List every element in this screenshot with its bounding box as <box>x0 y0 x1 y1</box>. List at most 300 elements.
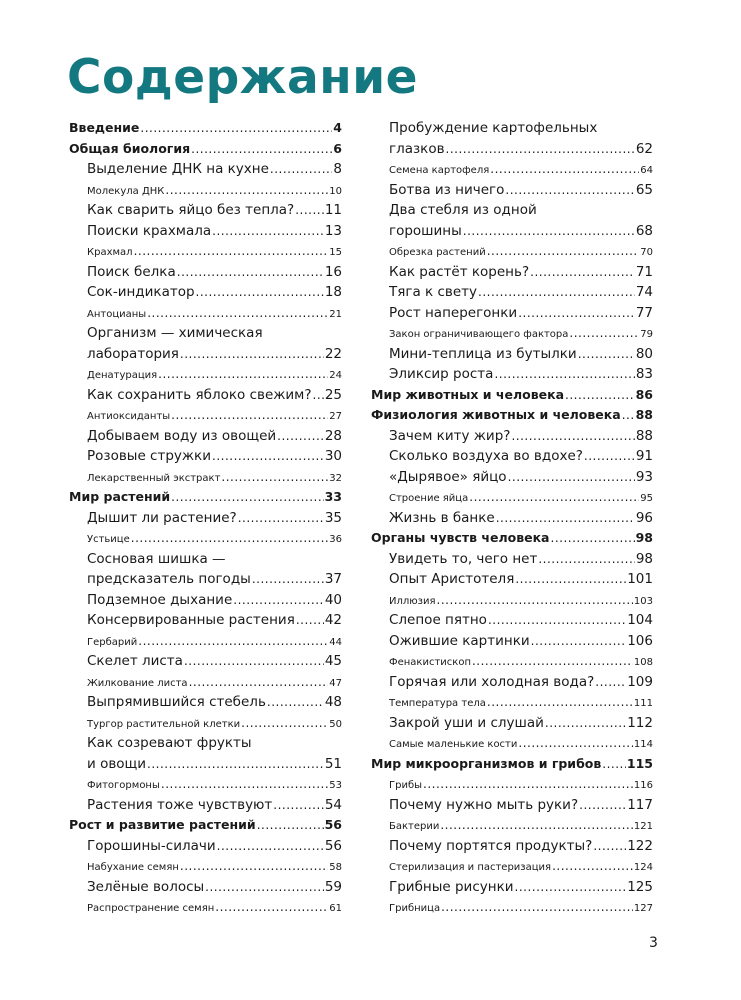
toc-dot-leader <box>423 774 633 797</box>
toc-entry-page: 56 <box>324 817 342 832</box>
toc-entry <box>69 323 342 364</box>
toc-dot-leader <box>212 446 324 467</box>
toc-entry-page: 27 <box>329 411 342 422</box>
toc-entry-page: 104 <box>627 612 653 628</box>
toc-entry-title: Антоцианы <box>87 308 147 320</box>
toc-dot-leader <box>579 795 626 816</box>
toc-dot-leader <box>508 467 635 488</box>
toc-entry-title: горошины <box>389 222 462 239</box>
toc-entry <box>69 118 342 139</box>
toc-dot-leader <box>270 159 332 180</box>
toc-entry-page: 112 <box>627 714 653 731</box>
toc-dot-leader <box>531 631 627 652</box>
toc-entry-page: 77 <box>635 304 653 321</box>
toc-entry-title: Растения тоже чувствуют <box>87 796 273 813</box>
toc-entry-title: Крахмал <box>87 247 133 258</box>
toc-entry-page: 56 <box>324 837 342 854</box>
toc-entry-page: 121 <box>633 821 653 832</box>
toc-entry-title: Горячая или холодная вода? <box>389 673 595 690</box>
toc-entry <box>69 590 342 611</box>
toc-entry-page: 50 <box>329 718 342 730</box>
toc-dot-leader <box>496 508 635 529</box>
toc-entry-page: 91 <box>635 448 653 464</box>
toc-entry-title: Бактерии <box>389 821 440 832</box>
toc-entry-page: 42 <box>324 612 342 628</box>
toc-dot-leader <box>552 856 633 879</box>
toc-entry-title: Распространение семян <box>87 903 215 914</box>
toc-entry <box>69 672 342 693</box>
toc-entry <box>371 200 653 241</box>
toc-entry-title: Скелет листа <box>87 653 183 669</box>
toc-entry-page: 8 <box>333 161 342 177</box>
toc-entry-page: 40 <box>324 591 342 608</box>
toc-entry-title: Фенакистископ <box>389 657 471 668</box>
toc-entry-title: Слепое пятно <box>389 612 487 628</box>
toc-entry <box>69 795 342 816</box>
toc-entry-title: Общая биология <box>69 140 191 156</box>
toc-entry-title: Молекула ДНК <box>87 185 165 197</box>
toc-entry <box>371 713 653 734</box>
toc-dot-leader <box>180 344 324 365</box>
toc-entry-title: Почему портятся продукты? <box>389 837 593 854</box>
toc-entry <box>69 364 342 385</box>
toc-dot-leader <box>165 180 328 203</box>
toc-entry-title: Обрезка растений <box>389 247 486 258</box>
toc-entry-title: Консервированные растения <box>87 612 295 628</box>
toc-entry <box>69 282 342 303</box>
toc-entry-title: Денатурация <box>87 370 158 381</box>
toc-entry <box>69 651 342 672</box>
toc-right-column <box>371 118 653 918</box>
toc-entry-title: и овощи <box>87 755 147 772</box>
toc-dot-leader <box>212 221 324 242</box>
toc-entry-title-first-line: Организм — химическая <box>87 325 263 341</box>
toc-entry-page: 10 <box>329 185 342 197</box>
toc-entry-page: 71 <box>635 263 653 280</box>
toc-entry-title: предсказатель погоды <box>87 571 251 587</box>
toc-entry <box>69 774 342 795</box>
toc-dot-leader <box>469 487 639 510</box>
toc-dot-leader <box>215 897 328 920</box>
toc-entry-page: 98 <box>635 530 653 545</box>
toc-entry <box>371 836 653 857</box>
toc-entry <box>371 528 653 549</box>
toc-dot-leader <box>487 241 640 264</box>
toc-entry-page: 101 <box>627 571 653 587</box>
toc-dot-leader <box>569 323 639 346</box>
toc-dot-leader <box>252 569 324 590</box>
toc-entry <box>69 856 342 877</box>
toc-dot-leader <box>313 385 324 406</box>
toc-entry <box>371 426 653 447</box>
toc-entry-page: 86 <box>635 386 653 402</box>
toc-entry <box>69 733 342 774</box>
toc-entry <box>371 241 653 262</box>
toc-entry-page: 109 <box>627 673 653 690</box>
toc-entry <box>371 364 653 385</box>
toc-entry-title: Рост и развитие растений <box>69 817 256 832</box>
toc-entry <box>371 323 653 344</box>
toc-entry-title: Дышит ли растение? <box>87 509 237 526</box>
toc-entry-page: 65 <box>635 181 653 198</box>
toc-entry-title: Ботва из ничего <box>389 181 505 198</box>
toc-entry <box>69 631 342 652</box>
toc-entry-page: 127 <box>633 903 653 914</box>
toc-dot-leader <box>437 590 633 613</box>
toc-entry <box>371 385 653 406</box>
toc-entry-title: Эликсир роста <box>389 366 494 382</box>
toc-entry-page: 62 <box>635 140 653 157</box>
toc-entry <box>371 856 653 877</box>
toc-entry-title: Подземное дыхание <box>87 591 233 608</box>
toc-entry <box>371 692 653 713</box>
toc-entry <box>371 569 653 590</box>
toc-entry-page: 37 <box>324 571 342 587</box>
toc-entry-page: 124 <box>633 862 653 873</box>
toc-dot-leader <box>622 405 635 426</box>
toc-entry-title: Увидеть то, чего нет <box>389 550 538 567</box>
toc-entry-page: 28 <box>324 427 342 444</box>
toc-entry <box>371 590 653 611</box>
toc-dot-leader <box>551 528 635 549</box>
toc-entry <box>69 692 342 713</box>
toc-dot-leader <box>295 200 324 221</box>
toc-entry-title: Как сварить яйцо без тепла? <box>87 202 295 218</box>
toc-entry-title: Почему нужно мыть руки? <box>389 796 579 813</box>
toc-entry <box>371 159 653 180</box>
toc-dot-leader <box>593 836 626 857</box>
toc-dot-leader <box>241 713 328 736</box>
toc-dot-leader <box>257 815 324 836</box>
toc-entry-page: 117 <box>627 796 653 813</box>
toc-dot-leader <box>217 836 324 857</box>
toc-dot-leader <box>233 590 324 611</box>
toc-entry-page: 116 <box>633 780 653 791</box>
page-number: 3 <box>649 935 658 951</box>
toc-entry-title: Лекарственный экстракт <box>87 472 221 484</box>
toc-entry <box>371 815 653 836</box>
toc-dot-leader <box>578 344 635 365</box>
toc-entry-title: Гербарий <box>87 636 138 648</box>
toc-entry-page: 125 <box>627 878 653 895</box>
toc-dot-leader <box>446 139 635 160</box>
toc-entry <box>371 467 653 488</box>
toc-entry-page: 88 <box>635 427 653 444</box>
toc-entry-page: 33 <box>324 489 342 504</box>
toc-entry-title: Антиоксиданты <box>87 411 171 422</box>
toc-dot-leader <box>518 733 633 756</box>
toc-entry-title: Сколько воздуха во вдохе? <box>389 448 583 464</box>
toc-dot-leader <box>140 118 332 139</box>
toc-entry-page: 114 <box>633 739 653 750</box>
toc-entry-title: Розовые стружки <box>87 448 211 464</box>
toc-entry <box>371 651 653 672</box>
toc-dot-leader <box>490 159 639 182</box>
toc-entry-title: Ожившие картинки <box>389 632 530 649</box>
toc-entry-page: 98 <box>635 550 653 567</box>
toc-entry-page: 68 <box>635 222 653 239</box>
toc-entry-page: 47 <box>329 677 342 689</box>
toc-entry-page: 95 <box>640 493 653 504</box>
toc-dot-leader <box>518 303 635 324</box>
toc-entry-title: Температура тела <box>389 698 486 709</box>
toc-entry <box>371 118 653 159</box>
toc-entry-page: 24 <box>329 370 342 381</box>
toc-entry <box>371 446 653 467</box>
toc-entry-title: Грибница <box>389 903 441 914</box>
toc-entry <box>371 487 653 508</box>
toc-entry <box>69 467 342 488</box>
toc-entry <box>69 385 342 406</box>
toc-entry <box>69 303 342 324</box>
toc-entry-page: 54 <box>324 796 342 813</box>
toc-entry-title: «Дырявое» яйцо <box>389 468 507 485</box>
toc-dot-leader <box>511 426 634 447</box>
toc-entry-title: Жилкование листа <box>87 677 188 689</box>
toc-dot-leader <box>191 139 332 160</box>
toc-dot-leader <box>171 405 328 428</box>
toc-dot-leader <box>595 672 626 693</box>
toc-entry-page: 35 <box>324 509 342 526</box>
toc-dot-leader <box>238 508 324 529</box>
toc-dot-leader <box>180 856 328 879</box>
toc-entry-title: Закрой уши и слушай <box>389 714 544 731</box>
toc-entry-page: 30 <box>324 448 342 464</box>
toc-entry <box>69 405 342 426</box>
toc-left-column <box>69 118 342 918</box>
toc-entry-page: 51 <box>324 755 342 772</box>
toc-entry <box>69 897 342 918</box>
toc-entry <box>371 180 653 201</box>
toc-entry-title: Закон ограничивающего фактора <box>389 329 569 340</box>
toc-entry-title: Сок-индикатор <box>87 284 195 300</box>
toc-entry-page: 103 <box>633 595 653 607</box>
toc-entry-page: 4 <box>333 120 342 135</box>
toc-entry-title-first-line: Два стебля из одной <box>389 202 537 218</box>
toc-entry-page: 21 <box>329 308 342 320</box>
toc-entry-title: Зачем киту жир? <box>389 427 511 444</box>
toc-entry <box>371 774 653 795</box>
toc-entry-page: 93 <box>635 468 653 485</box>
toc-entry <box>371 282 653 303</box>
toc-entry <box>69 262 342 283</box>
toc-entry <box>69 241 342 262</box>
toc-entry-title: Поиск белка <box>87 263 176 280</box>
toc-entry-title: Мини-теплица из бутылки <box>389 345 577 362</box>
toc-dot-leader <box>189 672 329 695</box>
toc-dot-leader <box>267 692 324 713</box>
toc-entry <box>371 733 653 754</box>
toc-entry-page: 64 <box>640 165 653 176</box>
toc-dot-leader <box>134 241 329 264</box>
toc-entry <box>69 200 342 221</box>
toc-dot-leader <box>177 262 324 283</box>
toc-dot-leader <box>565 385 635 406</box>
toc-entry-page: 11 <box>324 202 342 218</box>
toc-dot-leader <box>277 426 324 447</box>
toc-entry <box>371 631 653 652</box>
toc-entry-page: 61 <box>329 903 342 914</box>
toc-entry-title: Введение <box>69 120 140 135</box>
toc-entry-page: 15 <box>329 247 342 258</box>
toc-dot-leader <box>184 651 324 672</box>
toc-entry-page: 45 <box>324 653 342 669</box>
toc-entry-title-first-line: Как созревают фрукты <box>87 735 252 751</box>
toc-entry-title: Стерилизация и пастеризация <box>389 862 552 873</box>
toc-entry <box>371 405 653 426</box>
toc-entry <box>371 262 653 283</box>
toc-entry <box>371 508 653 529</box>
toc-entry-page: 111 <box>633 698 653 709</box>
toc-dot-leader <box>602 754 626 775</box>
toc-dot-leader <box>515 569 626 590</box>
toc-entry-page: 74 <box>635 284 653 300</box>
toc-entry-page: 6 <box>333 140 342 156</box>
toc-entry-page: 115 <box>626 755 653 771</box>
toc-entry-page: 70 <box>640 247 653 258</box>
toc-entry-title: Тяга к свету <box>389 284 478 300</box>
toc-entry-title: Тургор растительной клетки <box>87 718 241 730</box>
toc-entry <box>69 836 342 857</box>
toc-entry-title-first-line: Сосновая шишка — <box>87 550 226 567</box>
toc-entry <box>371 303 653 324</box>
toc-entry-title: Как растёт корень? <box>389 263 530 280</box>
toc-dot-leader <box>487 692 633 715</box>
toc-entry-title: Мир растений <box>69 489 171 504</box>
toc-entry <box>371 610 653 631</box>
toc-dot-leader <box>221 467 328 490</box>
toc-entry-title: Выделение ДНК на кухне <box>87 161 269 177</box>
toc-dot-leader <box>196 282 324 303</box>
toc-entry-title: Устьице <box>87 534 130 545</box>
toc-entry-page: 22 <box>324 345 342 362</box>
toc-dot-leader <box>147 754 324 775</box>
toc-entry <box>69 159 342 180</box>
toc-entry-page: 36 <box>329 534 342 545</box>
toc-dot-leader <box>488 610 626 631</box>
toc-dot-leader <box>505 180 634 201</box>
toc-dot-leader <box>161 774 328 797</box>
toc-entry <box>69 180 342 201</box>
toc-entry <box>69 487 342 508</box>
toc-entry-page: 25 <box>324 386 342 403</box>
toc-entry-title: Фитогормоны <box>87 780 160 791</box>
toc-entry-title: Как сохранить яблоко свежим? <box>87 386 312 403</box>
toc-entry-page: 96 <box>635 509 653 526</box>
toc-entry-page: 122 <box>627 837 653 854</box>
toc-entry <box>69 528 342 549</box>
toc-dot-leader <box>472 651 633 674</box>
toc-entry <box>69 139 342 160</box>
toc-dot-leader <box>296 610 324 631</box>
toc-dot-leader <box>515 877 627 898</box>
toc-dot-leader <box>545 713 626 734</box>
toc-dot-leader <box>440 815 633 838</box>
toc-entry-title: Органы чувств человека <box>371 530 550 545</box>
toc-dot-leader <box>530 262 635 283</box>
toc-entry-title: Мир микроорганизмов и грибов <box>371 755 602 771</box>
toc-dot-leader <box>131 528 328 551</box>
page-title: Содержание <box>67 50 419 105</box>
toc-entry-page: 79 <box>640 329 653 340</box>
toc-entry-page: 32 <box>329 472 342 484</box>
toc-dot-leader <box>147 303 328 326</box>
toc-entry-page: 59 <box>324 878 342 895</box>
toc-dot-leader <box>463 221 635 242</box>
toc-entry-page: 48 <box>324 694 342 710</box>
toc-entry-title: Грибы <box>389 780 423 791</box>
toc-entry-page: 58 <box>329 862 342 873</box>
toc-entry <box>371 549 653 570</box>
toc-entry-title: Рост наперегонки <box>389 304 518 321</box>
toc-entry <box>69 221 342 242</box>
toc-entry-title-first-line: Пробуждение картофельных <box>389 120 598 136</box>
toc-entry-title: Строение яйца <box>389 493 469 504</box>
toc-entry-page: 44 <box>329 636 342 648</box>
toc-entry <box>69 508 342 529</box>
toc-entry-title: Жизнь в банке <box>389 509 495 526</box>
toc-entry-title: Семена картофеля <box>389 165 490 176</box>
toc-entry-title: Горошины-силачи <box>87 837 216 854</box>
toc-entry-title: Зелёные волосы <box>87 878 205 895</box>
toc-entry <box>371 877 653 898</box>
toc-dot-leader <box>205 877 324 898</box>
toc-entry-title: лаборатория <box>87 345 179 362</box>
toc-entry-page: 80 <box>635 345 653 362</box>
toc-entry-title: Иллюзия <box>389 595 436 607</box>
toc-entry <box>69 446 342 467</box>
toc-entry <box>69 713 342 734</box>
toc-dot-leader <box>158 364 328 387</box>
toc-dot-leader <box>441 897 633 920</box>
toc-entry <box>69 426 342 447</box>
toc-entry-page: 16 <box>324 263 342 280</box>
toc-entry-title: Самые маленькие кости <box>389 739 518 750</box>
toc-entry <box>69 610 342 631</box>
toc-dot-leader <box>273 795 324 816</box>
toc-entry-title: Поиски крахмала <box>87 222 212 239</box>
toc-entry-title: Выпрямившийся стебель <box>87 694 266 710</box>
toc-dot-leader <box>538 549 634 570</box>
toc-dot-leader <box>584 446 635 467</box>
toc-dot-leader <box>171 487 323 508</box>
toc-entry-title: Грибные рисунки <box>389 878 514 895</box>
toc-entry-page: 13 <box>324 222 342 239</box>
toc-entry <box>371 897 653 918</box>
toc-entry <box>371 672 653 693</box>
toc-entry <box>69 815 342 836</box>
toc-entry <box>371 344 653 365</box>
toc-entry <box>69 549 342 590</box>
toc-entry-title: глазков <box>389 140 445 157</box>
toc-entry-page: 53 <box>329 780 342 791</box>
toc-entry-page: 88 <box>635 407 653 422</box>
toc-entry-title: Добываем воду из овощей <box>87 427 277 444</box>
toc-entry-page: 106 <box>627 632 653 649</box>
toc-entry-title: Опыт Аристотеля <box>389 571 515 587</box>
toc-entry-page: 83 <box>635 366 653 382</box>
toc-entry-title: Мир животных и человека <box>371 386 565 402</box>
toc-entry-title: Набухание семян <box>87 862 179 873</box>
toc-entry-page: 18 <box>324 284 342 300</box>
toc-entry <box>371 754 653 775</box>
toc-entry <box>371 795 653 816</box>
toc-entry-title: Физиология животных и человека <box>371 407 621 422</box>
toc-dot-leader <box>494 364 634 385</box>
toc-entry-page: 108 <box>633 657 653 668</box>
toc-dot-leader <box>478 282 635 303</box>
toc-dot-leader <box>138 631 328 654</box>
